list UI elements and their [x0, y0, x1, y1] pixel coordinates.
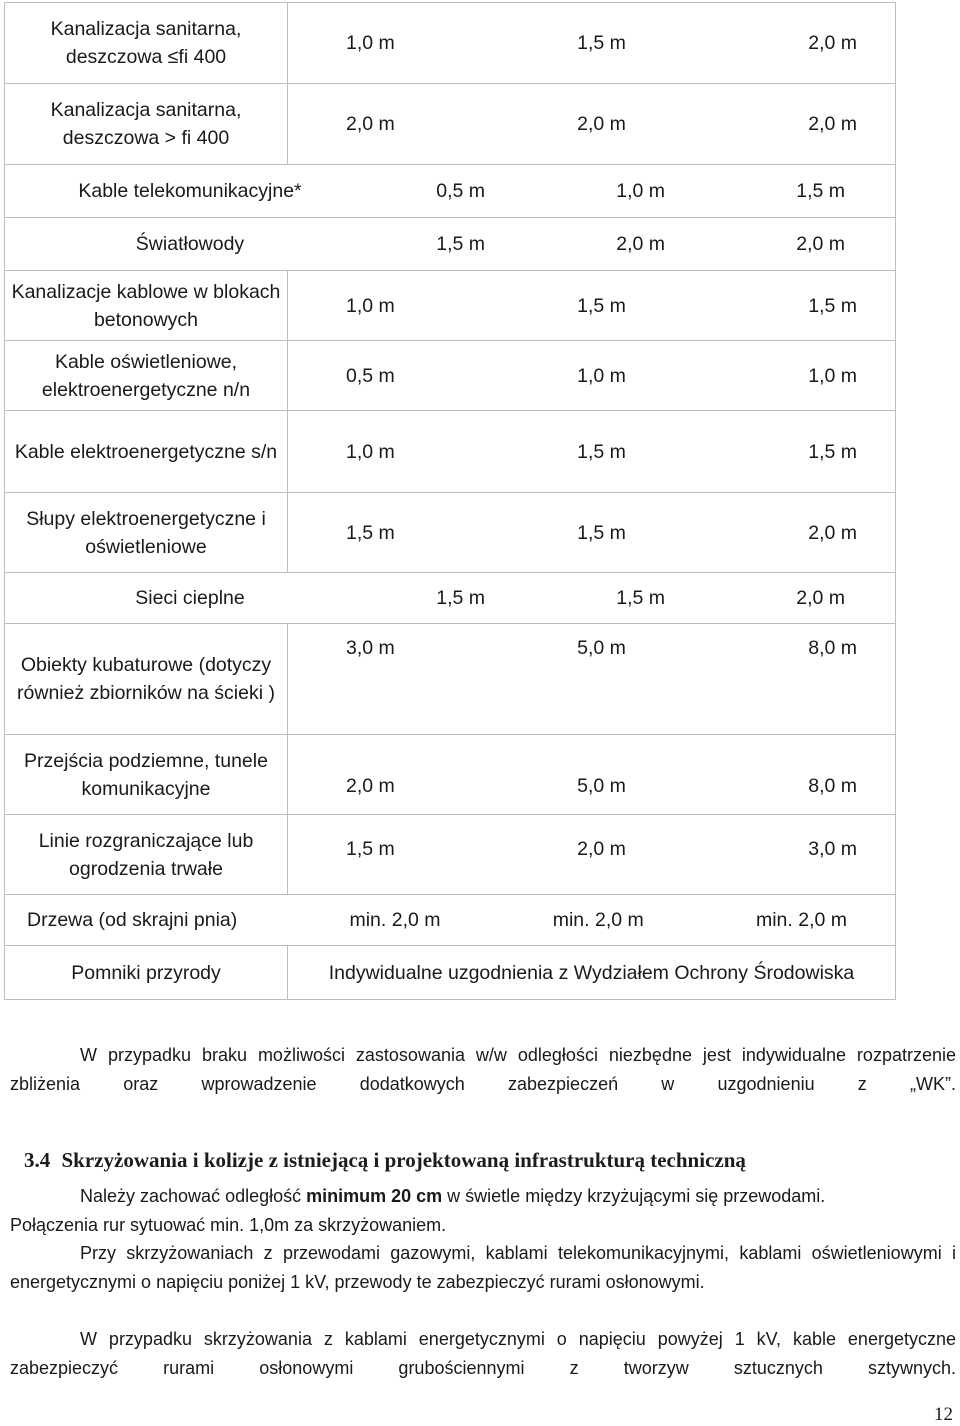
value-cell: 2,0 m	[577, 113, 626, 135]
value-cell: 1,0 m	[808, 364, 857, 387]
paragraph-2: Połączenia rur sytuować min. 1,0m za skrzyżowaniem.	[10, 1215, 447, 1235]
value-cell: 1,5 m	[577, 440, 626, 463]
table-row	[5, 271, 896, 341]
table-row	[5, 218, 896, 271]
row-label: Kable oświetleniowe, elektroenergetyczne n/n	[5, 341, 288, 411]
table-row	[5, 411, 896, 493]
value-cell: 2,0 m	[346, 113, 395, 135]
table-row	[5, 84, 896, 165]
value-cell: min. 2,0 m	[552, 909, 644, 931]
paragraph-4: W przypadku skrzyżowania z kablami energetycznymi o napięciu powyżej 1 kV, kable energetyczne zabezpieczyć rurami osłonowymi grubościennymi z tworzyw sztucznych sztywnych.	[10, 1329, 956, 1378]
row-label: Obiekty kubaturowe (dotyczy również zbiorników na ścieki )	[5, 624, 288, 735]
distance-table	[4, 2, 896, 1000]
paragraph-3: Przy skrzyżowaniach z przewodami gazowymi, kablami telekomunikacyjnymi, kablami oświetleniowymi i energetycznymi o napięciu poniżej 1 kV, przewody te zabezpieczyć rurami osłonowymi.	[10, 1243, 956, 1292]
row-full	[5, 165, 896, 218]
row-label: Linie rozgraniczające lub ogrodzenia trwałe	[5, 815, 288, 895]
section-heading	[24, 1148, 746, 1173]
table-row	[5, 624, 896, 735]
row-values	[288, 735, 896, 815]
table-row	[5, 895, 896, 946]
page-number: 12	[934, 1404, 953, 1425]
value-cell: min. 2,0 m	[755, 909, 847, 931]
row-label: Słupy elektroenergetyczne i oświetleniowe	[5, 493, 288, 573]
value-cell: 1,5 m	[616, 587, 665, 609]
row-values	[288, 815, 896, 895]
value-cell: 2,0 m	[346, 774, 395, 797]
value-cell: 1,0 m	[616, 180, 665, 202]
row-values	[288, 624, 896, 735]
value-cell: 1,5 m	[796, 180, 845, 202]
value-cell: 8,0 m	[808, 774, 857, 797]
value-cell: 1,5 m	[808, 294, 857, 317]
merged-cell: Indywidualne uzgodnienia z Wydziałem Ochrony Środowiska	[288, 946, 896, 1000]
value-cell: 2,0 m	[808, 113, 857, 135]
value-cell: 1,0 m	[346, 294, 395, 317]
section-title: Skrzyżowania i kolizje z istniejącą i projektowaną infrastrukturą techniczną	[61, 1148, 746, 1172]
paragraph-1-end: w świetle między krzyżującymi się przewodami.	[442, 1186, 826, 1206]
paragraph-1	[10, 1182, 956, 1211]
table-row	[5, 493, 896, 573]
table-row	[5, 341, 896, 411]
paragraph-1-start: Należy zachować odległość	[80, 1186, 307, 1206]
row-label: Sieci cieplne	[135, 587, 245, 609]
value-cell: min. 2,0 m	[349, 909, 441, 931]
row-label: Kanalizacja sanitarna, deszczowa > fi 400	[5, 84, 288, 165]
value-cell: 1,5 m	[346, 837, 395, 860]
value-cell: 0,5 m	[346, 364, 395, 387]
value-cell: 2,0 m	[616, 233, 665, 255]
value-cell: 3,0 m	[346, 637, 395, 659]
section-number: 3.4	[24, 1148, 51, 1172]
row-values	[288, 411, 896, 493]
table-row	[5, 3, 896, 84]
value-cell: 0,5 m	[436, 180, 485, 202]
value-cell: 3,0 m	[808, 837, 857, 860]
row-label: Światłowody	[135, 233, 245, 255]
row-values	[288, 493, 896, 573]
row-full	[5, 218, 896, 271]
value-cell: 1,5 m	[577, 32, 626, 54]
table-row	[5, 735, 896, 815]
row-full	[5, 895, 896, 946]
value-cell: 1,5 m	[346, 521, 395, 544]
value-cell: 1,5 m	[577, 521, 626, 544]
row-full	[5, 573, 896, 624]
row-label: Przejścia podziemne, tunele komunikacyjne	[5, 735, 288, 815]
row-label: Kanalizacja sanitarna, deszczowa ≤fi 400	[5, 3, 288, 84]
table-row	[5, 165, 896, 218]
value-cell: 2,0 m	[577, 837, 626, 860]
value-cell: 1,0 m	[577, 364, 626, 387]
value-cell: 1,5 m	[808, 440, 857, 463]
value-cell: 2,0 m	[808, 521, 857, 544]
row-values	[288, 341, 896, 411]
row-values	[288, 271, 896, 341]
value-cell: 2,0 m	[796, 233, 845, 255]
row-label: Kable elektroenergetyczne s/n	[5, 411, 288, 493]
row-label: Drzewa (od skrajni pnia)	[27, 909, 238, 931]
paragraph-1-bold: minimum 20 cm	[306, 1186, 443, 1206]
row-label: Kable telekomunikacyjne*	[78, 180, 302, 202]
value-cell: 1,5 m	[436, 587, 485, 609]
value-cell: 1,0 m	[346, 32, 395, 54]
value-cell: 1,5 m	[577, 294, 626, 317]
value-cell: 2,0 m	[808, 32, 857, 54]
value-cell: 1,5 m	[436, 233, 485, 255]
row-label: Pomniki przyrody	[5, 946, 288, 1000]
row-values	[288, 84, 896, 165]
value-cell: 8,0 m	[808, 637, 857, 659]
value-cell: 1,0 m	[346, 440, 395, 463]
value-cell: 2,0 m	[796, 587, 845, 609]
table-row	[5, 946, 896, 1000]
row-label: Kanalizacje kablowe w blokach betonowych	[5, 271, 288, 341]
table-row	[5, 573, 896, 624]
note-paragraph: W przypadku braku możliwości zastosowania w/w odległości niezbędne jest indywidualne rozpatrzenie zbliżenia oraz wprowadzenie dodatkowych zabezpieczeń w uzgodnieniu z „WK”.	[10, 1045, 956, 1094]
value-cell: 5,0 m	[577, 774, 626, 797]
table-row	[5, 815, 896, 895]
row-values	[288, 3, 896, 84]
value-cell: 5,0 m	[577, 637, 626, 659]
